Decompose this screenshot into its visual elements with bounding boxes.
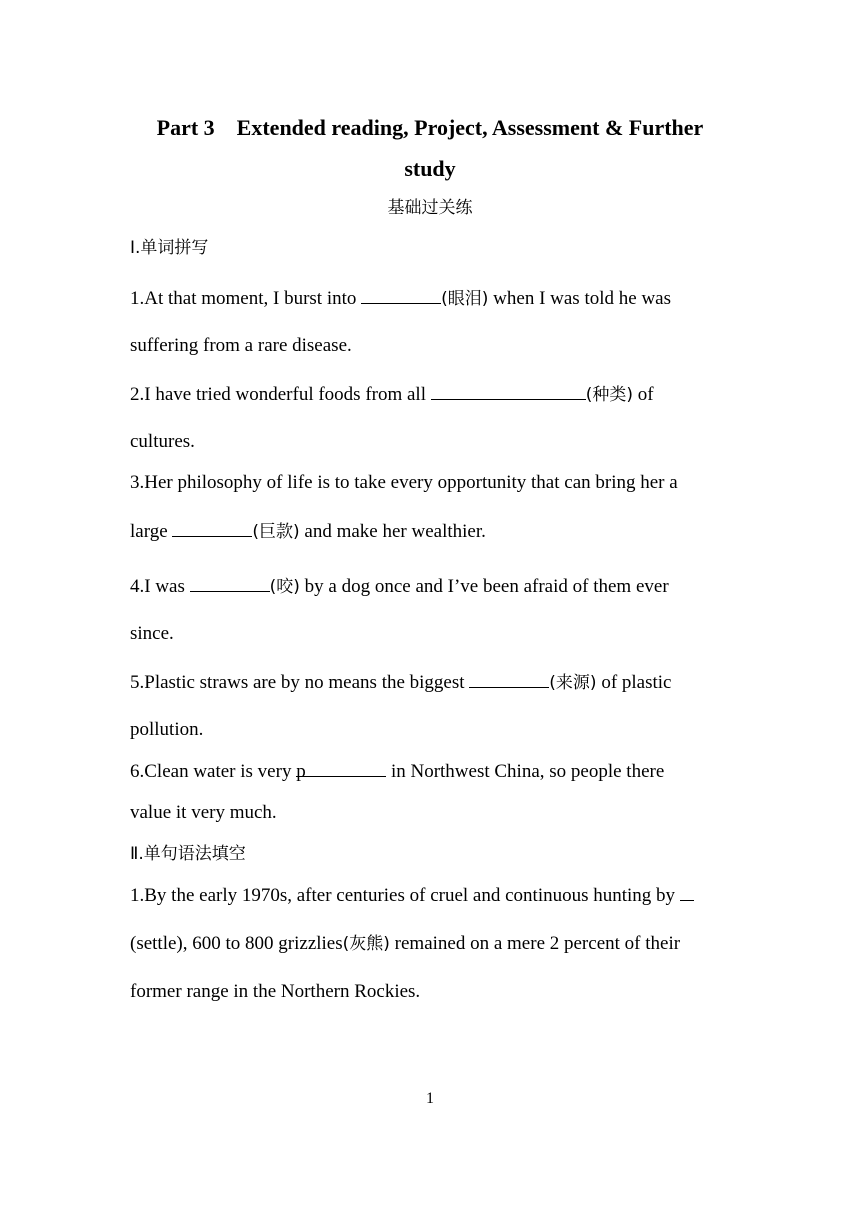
page-title-line-2: study [404,156,456,181]
grammar-question-1-line-1 [130,883,740,909]
page-title-line-1: Part 3 Extended reading, Project, Assessment & Further [156,115,704,140]
question-4-line-2: since. [130,623,174,644]
grammar-question-1-line-3: former range in the Northern Rockies. [130,981,421,1002]
question-2-line-2: cultures. [130,431,195,452]
question-text: and make her wealthier. [299,521,486,542]
question-text: 2.I have tried wonderful foods from all [130,384,431,405]
question-3-line-2 [130,519,750,545]
question-text: 6.Clean water is very [130,761,297,782]
answer-blank[interactable] [431,382,586,400]
question-text: 5.Plastic straws are by no means the biggest [130,672,470,693]
question-1-line-2: suffering from a rare disease. [130,335,352,356]
chinese-hint: (咬) [269,577,300,597]
question-text: 4.I was [130,576,190,597]
question-5-line-2: pollution. [130,719,204,740]
section-2-heading: Ⅱ.单句语法填空 [130,844,246,864]
answer-blank[interactable] [296,759,386,782]
question-6-line-1 [130,759,750,785]
question-text: of plastic [596,672,672,693]
grammar-question-1-line-2 [130,931,750,957]
page-number: 1 [426,1090,434,1107]
question-text: 1.By the early 1970s, after centuries of cruel and continuous hunting by [130,885,680,906]
section-1-heading: Ⅰ.单词拼写 [130,238,209,258]
question-text: when I was told he was [488,288,671,309]
chinese-hint: (巨款) [252,522,300,542]
question-5-line-1 [130,670,750,696]
answer-blank[interactable] [680,883,694,901]
question-text: of [633,384,654,405]
question-text: remained on a mere 2 percent of their [389,933,681,954]
answer-blank[interactable] [361,286,441,304]
question-text: 1.At that moment, I burst into [130,288,362,309]
answer-blank[interactable] [172,519,252,537]
first-letter-hint: p [296,761,306,782]
question-text: (settle), 600 to 800 grizzlies [130,933,343,954]
question-text: in Northwest China, so people there [386,761,665,782]
question-4-line-1 [130,574,750,600]
question-6-line-2: value it very much. [130,802,277,823]
chinese-hint: (灰熊) [342,934,390,954]
answer-blank[interactable] [190,574,270,592]
question-2-line-1 [130,382,750,408]
answer-blank[interactable] [469,670,549,688]
chinese-hint: (来源) [549,673,597,693]
question-text: by a dog once and I’ve been afraid of them ever [299,576,669,597]
question-3-line-1: 3.Her philosophy of life is to take every opportunity that can bring her a [130,472,678,493]
question-1-line-1 [130,286,750,312]
chinese-hint: (眼泪) [441,289,489,309]
question-text: large [130,521,173,542]
chinese-hint: (种类) [585,385,634,405]
page-subtitle: 基础过关练 [387,198,473,218]
